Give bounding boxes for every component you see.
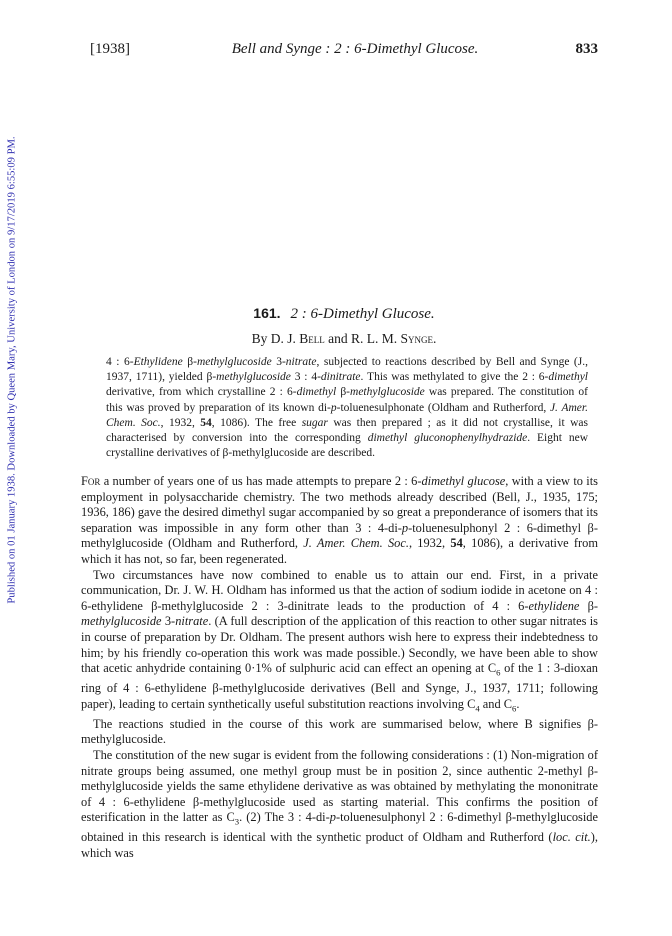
byline-mid: and R. L. M. (324, 331, 401, 346)
abstract-run: β- (182, 356, 197, 368)
abstract-run: dimethyl (548, 371, 588, 384)
paragraph-run: . (A full description of the application of this reaction to other sugar nitrates is in course of preparation by Dr. Oldham. The present authors wish here to express their indebtedness to him; by his friendly co-operation this work was made possible.) Secondly, we have been able to show that acetic anhydride containing 0·1% of sulphuric acid can effect an opening at C (81, 614, 599, 676)
paragraph-run: ethylidene (528, 598, 580, 613)
abstract-run: nitrate (285, 356, 317, 368)
body-paragraph (81, 474, 598, 568)
paragraph-run: 54 (450, 536, 463, 551)
abstract-run: 4 : 6- (106, 356, 134, 368)
paragraph-run: β- (579, 598, 599, 613)
author-bell: Bell (299, 331, 325, 346)
abstract-run: dimethyl (296, 386, 337, 399)
abstract-run: dinitrate (320, 371, 361, 384)
article-number: 161. (253, 305, 281, 321)
abstract-run: . This was methylated to give the 2 : 6- (360, 371, 549, 384)
abstract-run: -toluenesulphonate (Oldham and Rutherford, (336, 401, 550, 414)
paragraph-run: , with a view to its employment in polysaccharide chemistry. The two methods already described (Bell, J., 1935, 175; 1936, 186) gave the desired dimethyl sugar accompanied by so great a preponderance of isomers that its separation was impossible in any form other than 3 : 4-di- (81, 474, 598, 535)
paragraph-run: p (401, 520, 409, 535)
abstract-run: sugar (301, 416, 328, 429)
abstract-run: methylglucoside (216, 371, 291, 384)
abstract-run: methylglucoside (350, 386, 425, 399)
byline-suffix: . (433, 331, 437, 346)
paragraph-run: For (81, 474, 101, 488)
paragraph-run: p (329, 810, 336, 825)
abstract-run: dimethyl gluconophenylhydrazide (367, 432, 528, 445)
article-body (81, 474, 598, 862)
paragraph-run: , 1086), a derivative from which it has not, so far, been regenerated. (81, 536, 598, 566)
paragraph-run: loc. cit. (552, 830, 591, 845)
paragraph-run: The reactions studied in the course of this work are summarised below, where B signifies β-methylglucoside. (81, 716, 598, 747)
abstract-run: β- (336, 386, 351, 399)
paragraph-run: -toluenesulphonyl 2 : 6-dimethyl β-methylglucoside (Oldham and Rutherford, (81, 520, 598, 551)
running-title: Bell and Synge : 2 : 6-Dimethyl Glucose. (231, 41, 479, 57)
abstract-run: , subjected to reactions described by Bell and Synge (J., 1937, 1711), yielded β- (106, 356, 588, 384)
paragraph-run: 4 (475, 703, 480, 714)
paragraph-run: . (2) The 3 : 4-di- (239, 810, 330, 825)
article-title (90, 305, 598, 323)
paragraph-run: -toluenesulphonyl 2 : 6-dimethyl β-methylglucoside obtained in this research is identical with the synthetic product of Oldham and Rutherford ( (81, 810, 598, 845)
body-paragraph (81, 568, 598, 717)
paragraph-run: 6 (496, 667, 501, 678)
abstract-run: Ethylidene (133, 356, 183, 368)
article-title-text: 2 : 6-Dimethyl Glucose. (290, 306, 435, 322)
abstract-run: was prepared. The constitution of this was proved by preparation of its known di- (106, 386, 588, 414)
paragraph-run: . (516, 696, 520, 711)
paragraph-run: a number of years one of us has made attempts to prepare 2 : 6- (100, 474, 422, 488)
abstract-run: was then prepared ; as it did not crystallise, it was characterised by conversion into the corresponding (106, 416, 589, 445)
abstract-run: 54 (200, 416, 212, 429)
byline-prefix: By D. J. (251, 331, 300, 346)
paragraph-run: 3 (234, 816, 240, 827)
paragraph-run: Two circumstances have now combined to enable us to attain our end. First, in a private communication, Dr. J. W. H. Oldham has informed us that the action of sodium iodide in acetone on 4 : 6-ethylidene β-methylglucoside 2 : 3-dinitrate leads to the production of 4 : 6- (81, 567, 598, 613)
journal-year: [1938] (90, 41, 130, 57)
body-paragraph (81, 717, 598, 748)
abstract-run: , 1932, (160, 416, 201, 429)
paragraph-run: of the 1 : 3-dioxan ring of 4 : 6-ethylidene β-methylglucoside derivatives (Bell and Synge, J., 1937, 1711; following paper), leading to certain synthetically useful substitution reactions involving C (81, 661, 598, 711)
abstract-run: methylglucoside (196, 356, 272, 368)
paragraph-run: methylglucoside (81, 614, 162, 629)
paragraph-run: The constitution of the new sugar is evident from the following considerations : (1) Non-migration of nitrate groups being assumed, one methyl group must be in position 2, since authentic 2-methyl β-methylglucoside yields the same ethylidene derivative as was obtained by methylating the mononitrate of 4 : 6-ethylidene β-methylglucoside used as starting material. This confirms the position of esterification in the latter as C (81, 748, 598, 825)
paragraph-run: nitrate (175, 614, 209, 629)
paragraph-run: and C (479, 696, 513, 711)
paragraph-run: , 1932, (408, 536, 451, 551)
abstract-run: J. Amer. Chem. Soc. (106, 401, 588, 429)
body-paragraph (81, 748, 598, 862)
paragraph-run: 6 (512, 703, 517, 714)
download-notice-text: Published on 01 January 1938. Downloaded by Queen Mary, University of London on 9/17/2019 6:55:09 PM. (6, 136, 18, 604)
running-header (90, 41, 598, 63)
paragraph-run: 3- (161, 614, 176, 629)
paragraph-run: dimethyl glucose (421, 474, 506, 488)
page-number: 833 (575, 41, 598, 57)
abstract-run: 3- (271, 356, 286, 368)
abstract-run: 3 : 4- (290, 371, 321, 384)
paragraph-run: ), which was (81, 830, 598, 861)
abstract-run: p (330, 401, 337, 414)
abstract-run: , 1086). The free (211, 416, 302, 429)
download-watermark (4, 110, 20, 630)
abstract-run: . Eight new crystalline derivatives of β-methylglucoside are described. (106, 432, 589, 460)
abstract (106, 355, 588, 461)
author-byline (90, 331, 598, 347)
author-synge: Synge (400, 331, 434, 346)
abstract-run: derivative, from which crystalline 2 : 6- (106, 386, 297, 399)
paragraph-run: J. Amer. Chem. Soc. (303, 536, 409, 551)
